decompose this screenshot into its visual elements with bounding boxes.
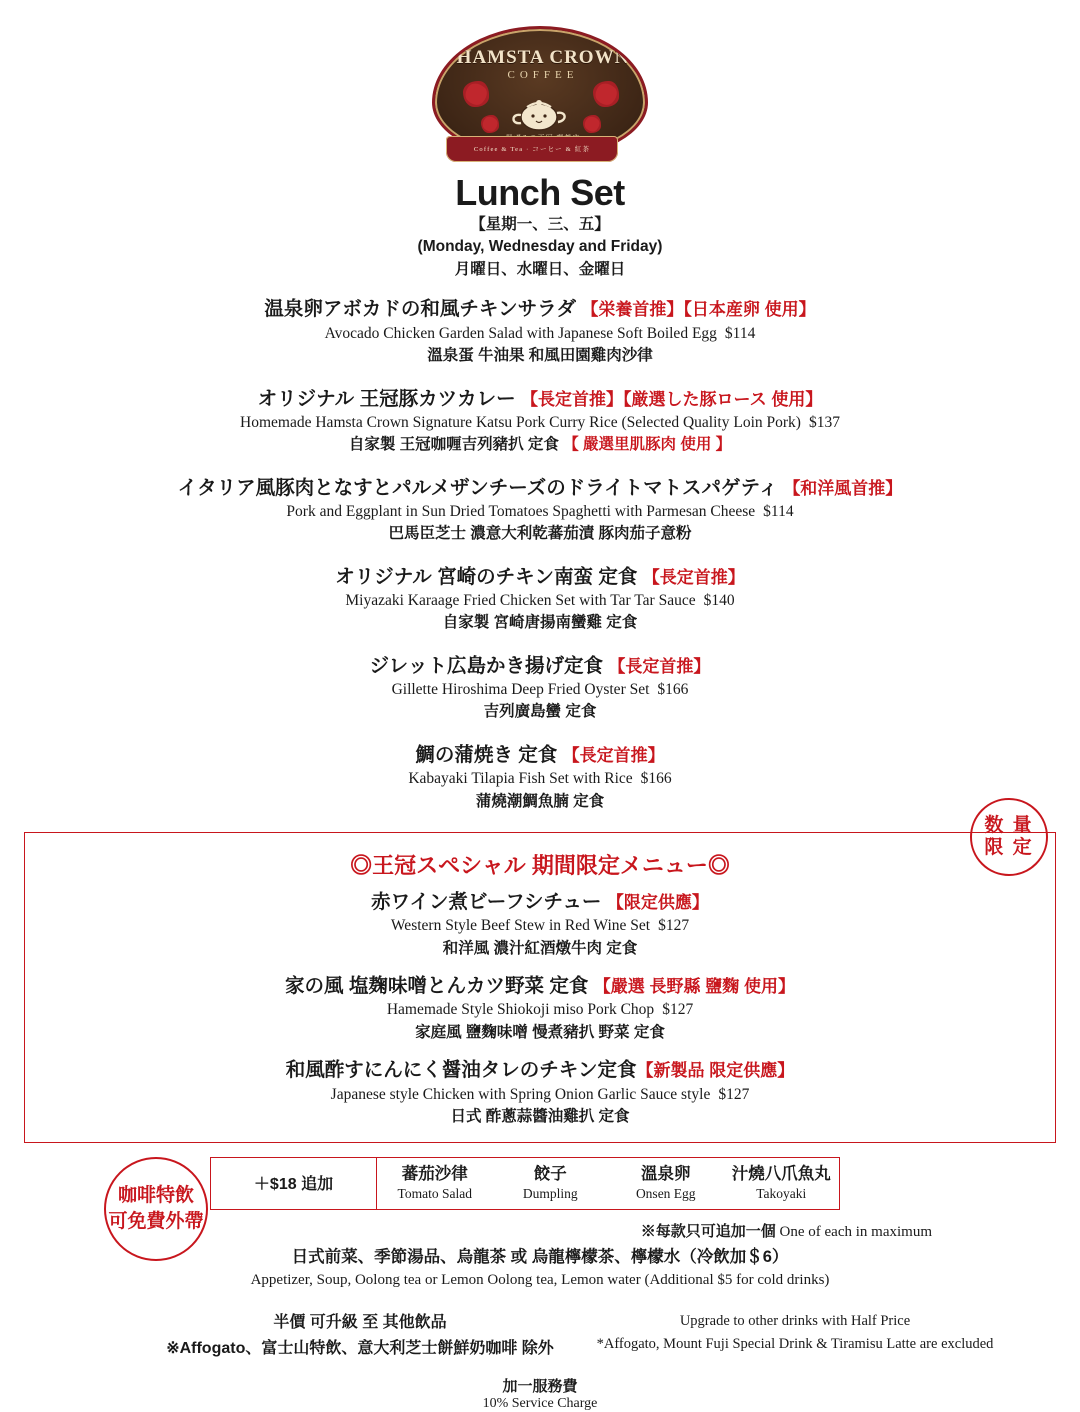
- addon-limit-en: One of each in maximum: [779, 1223, 932, 1240]
- addon-option-zh: 溫泉卵: [641, 1165, 691, 1184]
- item-name-en: Avocado Chicken Garden Salad with Japanese Soft Boiled Egg $114: [324, 324, 756, 342]
- included-zh: 日式前菜、季節湯品、烏龍茶 或 烏龍檸檬茶、檸檬水（冷飲加＄6）: [291, 1247, 789, 1266]
- item-name-zh: 自家製 王冠咖喱吉列豬扒 定食 【 嚴選里肌豚肉 使用 】: [348, 436, 732, 454]
- item-tag-zh: 【 嚴選里肌豚肉 使用 】: [563, 436, 732, 454]
- item-price: $140: [703, 592, 735, 610]
- item-tag-jp: 【長定首推】: [562, 745, 665, 765]
- item-price: $114: [724, 324, 756, 342]
- coffee-stamp-line-2: 可免費外帶: [108, 1211, 204, 1232]
- item-name-jp: 温泉卵アボカドの和風チキンサラダ 【栄養首推】【日本産卵 使用】: [264, 298, 816, 321]
- item-name-zh: 蒲燒潮鯛魚腩 定食: [475, 792, 605, 810]
- item-name-zh: 吉列廣島蠻 定食: [483, 703, 597, 721]
- addon-option-zh: 蕃茄沙律: [401, 1165, 468, 1184]
- subtitle-days-jp: 月曜日、水曜日、金曜日: [454, 260, 626, 278]
- addon-option-en: Tomato Salad: [397, 1185, 472, 1201]
- special-menu-item: [35, 890, 1045, 960]
- logo-area: [0, 0, 1080, 170]
- item-tag-jp: 【嚴選 長野縣 鹽麴 使用】: [593, 977, 795, 997]
- item-name-jp: オリジナル 宮崎のチキン南蛮 定食 【長定首推】: [335, 565, 745, 588]
- special-menu-item: [35, 974, 1045, 1044]
- upgrade-note-zh-line2: ※Affogato、富士山特飲、意大利芝士餅鮮奶咖啡 除外: [166, 1339, 554, 1357]
- item-tag-jp: 【新製品 限定供應】: [636, 1061, 795, 1081]
- upgrade-note-zh: [150, 1310, 570, 1361]
- special-menu-item: [35, 1058, 1045, 1128]
- item-name-zh: 家庭風 鹽麴味噌 慢煮豬扒 野菜 定食: [415, 1023, 665, 1041]
- item-price: $114: [763, 502, 794, 520]
- item-tag-jp: 【長定首推】: [642, 567, 745, 587]
- addon-option-en: Onsen Egg: [635, 1185, 696, 1201]
- item-name-zh: 日式 酢蔥蒜醬油雞扒 定食: [450, 1107, 630, 1125]
- subtitle-days-en: (Monday, Wednesday and Friday): [417, 238, 663, 256]
- coffee-stamp-line-1: 咖啡特飲: [117, 1185, 194, 1207]
- item-price: $166: [657, 681, 689, 699]
- addon-option[interactable]: [724, 1158, 840, 1208]
- item-name-en: Kabayaki Tilapia Fish Set with Rice $166: [408, 770, 672, 788]
- item-tag-jp: 【栄養首推】【日本産卵 使用】: [581, 300, 816, 320]
- item-name-jp: 家の風 塩麹味噌とんカツ野菜 定食 【嚴選 長野縣 鹽麴 使用】: [285, 975, 795, 998]
- special-title: ◎王冠スペシャル 期間限定メニュー◎: [350, 852, 730, 878]
- item-name-jp: 鯛の蒲焼き 定食 【長定首推】: [415, 743, 665, 766]
- addon-option[interactable]: [493, 1158, 609, 1208]
- item-name-en: Hamemade Style Shiokoji miso Pork Chop $127: [386, 1001, 694, 1019]
- flower-icon: [463, 81, 489, 107]
- item-name-zh: 巴馬臣芝士 濃意大利乾蕃茄漬 豚肉茄子意粉: [388, 525, 692, 543]
- item-price: $166: [640, 770, 672, 788]
- page-title: Lunch Set: [455, 172, 625, 213]
- upgrade-note-en-line1: Upgrade to other drinks with Half Price: [679, 1312, 911, 1329]
- service-charge-zh: 加一服務費: [502, 1378, 578, 1396]
- menu-item: [0, 476, 1080, 546]
- addon-option-en: Dumpling: [522, 1185, 578, 1201]
- addon-limit-zh: ※每款只可追加一個: [640, 1222, 776, 1240]
- item-name-en: Western Style Beef Stew in Red Wine Set $127: [390, 917, 690, 935]
- item-tag-jp: 【長定首推】: [608, 656, 711, 676]
- logo-ribbon-text: Coffee & Tea · コーヒー & 紅茶: [473, 146, 591, 153]
- upgrade-note-en-line2: *Affogato, Mount Fuji Special Drink & Tiramisu Latte are excluded: [596, 1336, 994, 1353]
- stamp-line-2: 限 定: [984, 836, 1034, 858]
- item-name-en: Japanese style Chicken with Spring Onion Garlic Sauce style $127: [330, 1085, 750, 1103]
- brand-logo: [424, 12, 656, 170]
- service-charge-en: 10% Service Charge: [482, 1396, 598, 1412]
- item-tag-jp: 【和洋風首推】: [783, 478, 903, 498]
- logo-brand-name: HAMSTA CROWN: [456, 47, 630, 68]
- menu-item: [0, 654, 1080, 724]
- teapot-icon: [509, 85, 571, 135]
- included-en: Appetizer, Soup, Oolong tea or Lemon Oolong tea, Lemon water (Additional $5 for cold drinks): [250, 1272, 830, 1289]
- addon-option-zh: 汁燒八爪魚丸: [731, 1165, 831, 1184]
- item-name-en: Miyazaki Karaage Fried Chicken Set with Tar Tar Sauce $140: [345, 592, 735, 610]
- item-name-jp: 和風酢すにんにく醤油タレのチキン定食【新製品 限定供應】: [285, 1059, 795, 1082]
- item-tag-jp: 【限定供應】: [606, 892, 709, 912]
- item-price: $137: [808, 413, 840, 431]
- item-name-zh: 溫泉蛋 牛油果 和風田園雞肉沙律: [427, 347, 653, 365]
- item-name-en: Gillette Hiroshima Deep Fried Oyster Set $166: [391, 681, 689, 699]
- item-price: $127: [658, 917, 690, 935]
- subtitle-days-zh: 【星期一、三、五】: [470, 216, 610, 233]
- free-takeaway-stamp: [104, 1157, 208, 1261]
- item-price: $127: [662, 1001, 694, 1019]
- item-name-jp: オリジナル 王冠豚カツカレー 【長定首推】【厳選した豚ロース 使用】: [257, 387, 823, 410]
- addon-table: [210, 1157, 840, 1209]
- item-tag-jp: 【長定首推】【厳選した豚ロース 使用】: [521, 389, 823, 409]
- upgrade-note-row: [0, 1310, 1080, 1361]
- item-name-en: Homemade Hamsta Crown Signature Katsu Pork Curry Rice (Selected Quality Loin Pork) $137: [240, 413, 840, 431]
- logo-brand-sub: COFFEE: [507, 69, 579, 81]
- item-name-en: Pork and Eggplant in Sun Dried Tomatoes Spaghetti with Parmesan Cheese $114: [286, 502, 794, 520]
- flower-icon: [593, 81, 619, 107]
- menu-item-list: [0, 297, 1080, 813]
- menu-item: [0, 743, 1080, 813]
- special-box: [24, 832, 1056, 1143]
- addon-option[interactable]: [608, 1158, 724, 1208]
- upgrade-note-zh-line1: 半價 可升級 至 其他飲品: [273, 1313, 447, 1331]
- item-name-zh: 和洋風 濃汁紅酒燉牛肉 定食: [442, 939, 638, 957]
- addon-option-zh: 餃子: [533, 1165, 567, 1184]
- footer-notes: [0, 1310, 1080, 1412]
- addon-price-label: ＋$18 追加: [211, 1158, 377, 1208]
- item-price: $127: [718, 1085, 750, 1103]
- item-name-jp: イタリア風豚肉となすとパルメザンチーズのドライトマトスパゲティ 【和洋風首推】: [177, 476, 903, 499]
- item-name-jp: ジレット広島かき揚げ定食 【長定首推】: [369, 654, 711, 677]
- menu-item: [0, 297, 1080, 367]
- menu-item: [0, 565, 1080, 635]
- logo-ribbon: [446, 136, 618, 162]
- flower-icon: [481, 115, 499, 133]
- flower-icon: [583, 115, 601, 133]
- addon-option[interactable]: [377, 1158, 493, 1208]
- upgrade-note-en: [570, 1310, 1020, 1356]
- service-charge-note: [0, 1375, 1080, 1412]
- addon-option-en: Takoyaki: [756, 1185, 807, 1201]
- item-name-zh: 自家製 宮崎唐揚南蠻雞 定食: [442, 614, 638, 632]
- special-section: [24, 814, 1056, 1143]
- item-name-jp: 赤ワイン煮ビーフシチュー 【限定供應】: [371, 890, 709, 913]
- menu-item: [0, 387, 1080, 457]
- stamp-line-1: 数 量: [984, 814, 1034, 836]
